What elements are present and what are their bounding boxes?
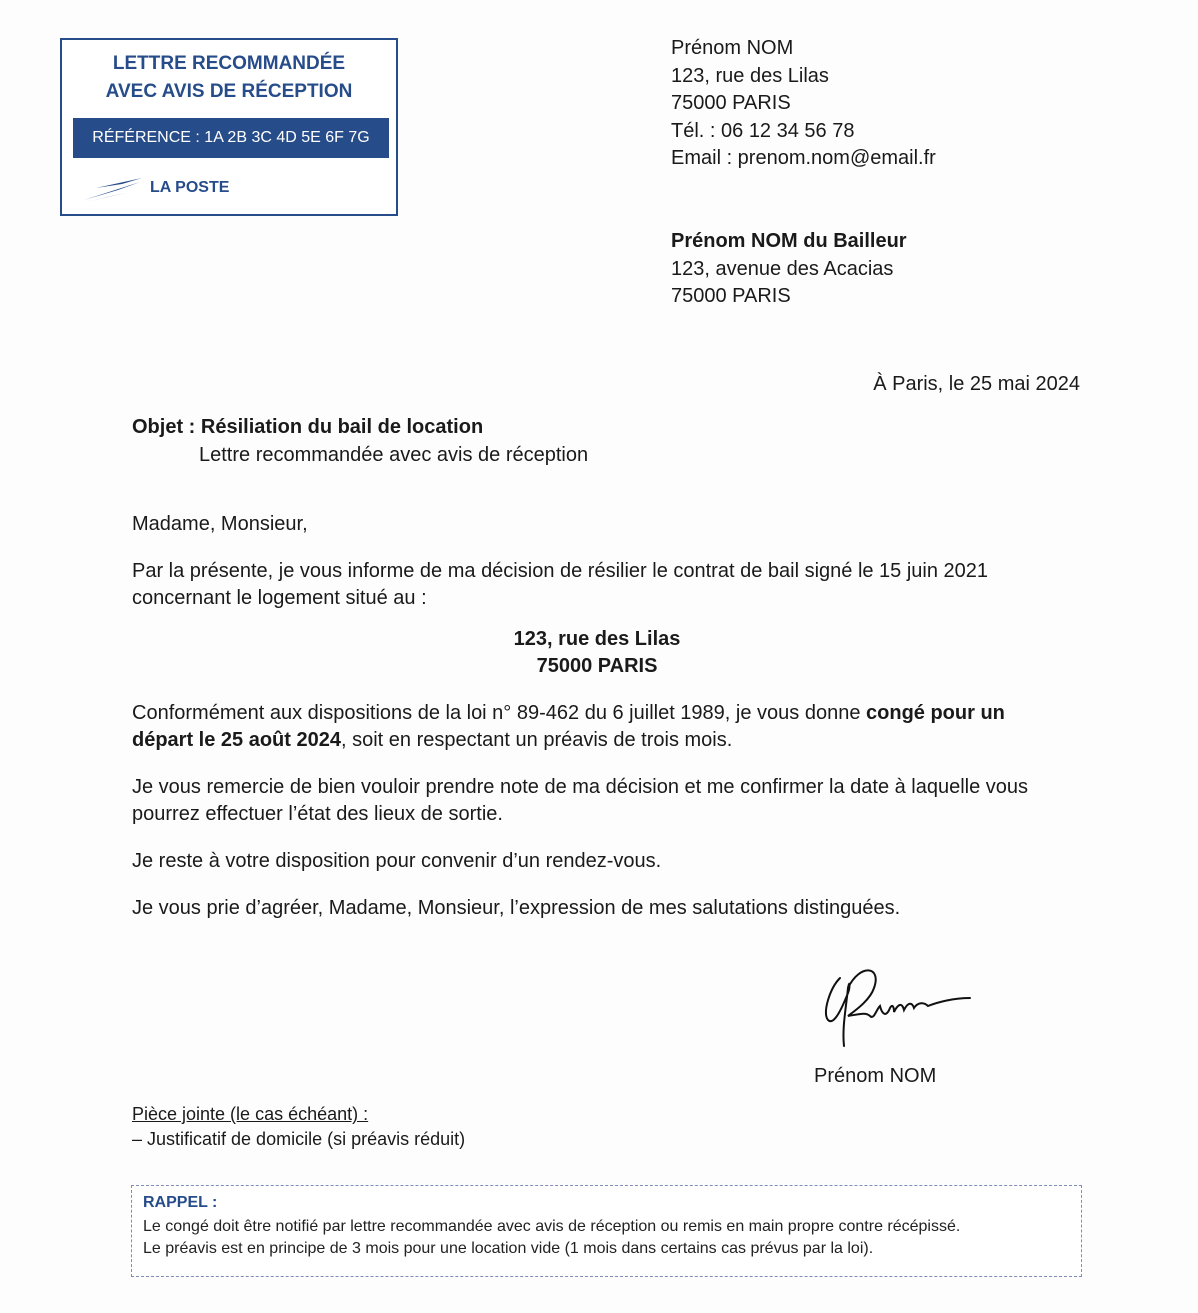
la-poste-label: LA POSTE: [150, 179, 230, 196]
attachment-block: [132, 1102, 465, 1152]
subject-label: Objet :: [132, 416, 196, 438]
subject-block: [132, 413, 588, 469]
reminder-title: RAPPEL :: [143, 1194, 218, 1211]
paragraph-notice: [132, 700, 1062, 754]
paragraph-availability: Je reste à votre disposition pour convenir d’un rendez-vous.: [132, 850, 662, 872]
recipient-block: [671, 228, 907, 311]
registered-mail-box: [60, 38, 398, 216]
sender-phone: Tél. : 06 12 34 56 78: [671, 119, 855, 142]
paragraph-inventory: Je vous remercie de bien vouloir prendre note de ma décision et me confirmer la date à laquelle vous pourrez effectuer l’état des lieux de sortie.: [132, 776, 1029, 825]
paragraph-intro: Par la présente, je vous informe de ma décision de résilier le contrat de bail signé le 15 juin 2021 concernant le logement situé au :: [132, 560, 989, 609]
sender-name: Prénom NOM: [671, 37, 794, 59]
notice-text-bold: congé pour un départ le 25 août 2024: [132, 702, 1005, 751]
reminder-line1: Le congé doit être notifié par lettre recommandée avec avis de réception ou remis en main propre contre récépissé.: [143, 1218, 961, 1235]
reference-banner: RÉFÉRENCE : 1A 2B 3C 4D 5E 6F 7G: [73, 118, 389, 158]
handwritten-signature: [820, 958, 980, 1053]
subject-title: Résiliation du bail de location: [200, 416, 484, 438]
notice-text-end: , soit en respectant un préavis de trois mois.: [340, 729, 733, 751]
paragraph-closing: Je vous prie d’agréer, Madame, Monsieur, l’expression de mes salutations distinguées.: [132, 897, 901, 919]
registered-mail-line1: LETTRE RECOMMANDÉE: [112, 53, 346, 74]
sender-block: [671, 35, 936, 173]
sender-email: Email : prenom.nom@email.fr: [671, 147, 936, 169]
recipient-city: 75000 PARIS: [671, 285, 791, 307]
letter-date: À Paris, le 25 mai 2024: [873, 373, 1080, 395]
registered-mail-line2: AVEC AVIS DE RÉCEPTION: [105, 81, 353, 102]
salutation: Madame, Monsieur,: [132, 513, 308, 535]
letter-body: [132, 511, 1062, 922]
reminder-line2: Le préavis est en principe de 3 mois pour une location vide (1 mois dans certains cas prévus par la loi).: [143, 1240, 874, 1257]
sender-city: 75000 PARIS: [671, 92, 791, 114]
signature-name: Prénom NOM: [814, 1065, 937, 1087]
property-city: 75000 PARIS: [536, 655, 658, 677]
subject-subtitle: Lettre recommandée avec avis de réception: [199, 444, 589, 466]
attachment-heading: Pièce jointe (le cas échéant) :: [132, 1104, 369, 1124]
la-poste-bird-icon: [82, 174, 144, 204]
property-address: [132, 626, 1062, 680]
reminder-box: [131, 1185, 1082, 1277]
registered-mail-title: [62, 50, 396, 106]
recipient-street: 123, avenue des Acacias: [671, 257, 894, 280]
sender-street: 123, rue des Lilas: [671, 64, 829, 87]
property-street: 123, rue des Lilas: [513, 628, 681, 650]
reminder-text: [143, 1216, 960, 1260]
attachment-item: – Justificatif de domicile (si préavis réduit): [132, 1129, 466, 1149]
notice-text-start: Conformément aux dispositions de la loi n° 89-462 du 6 juillet 1989, je vous donne: [132, 702, 867, 724]
recipient-name: Prénom NOM du Bailleur: [671, 230, 907, 252]
